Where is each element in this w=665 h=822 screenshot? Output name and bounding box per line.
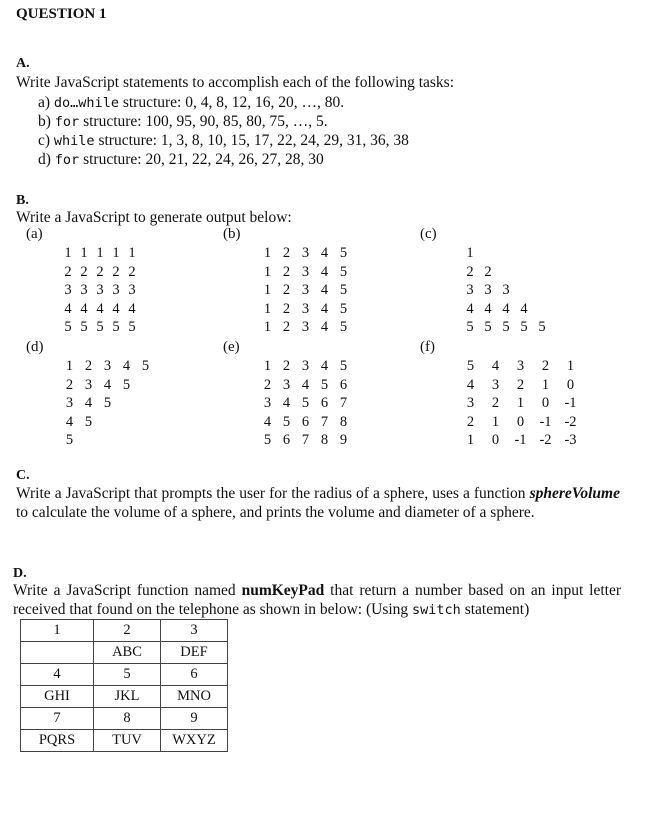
pattern-cell: 1 <box>566 358 575 374</box>
pattern-cell: 8 <box>339 413 348 430</box>
pattern-cell: 7 <box>320 413 329 430</box>
pattern-cell: 4 <box>103 376 112 393</box>
pattern-cell: 5 <box>538 319 546 335</box>
pattern-cell: 5 <box>484 319 492 335</box>
pattern-row <box>458 358 583 377</box>
pattern-cell: 1 <box>128 245 136 261</box>
pattern-cell: 1 <box>541 376 550 393</box>
pattern-cell: 4 <box>128 300 136 317</box>
pattern-cell: 5 <box>339 300 348 317</box>
section-d-heading: D. <box>13 566 27 581</box>
pattern-cell: 5 <box>466 319 474 335</box>
section-c-text: Write a JavaScript that prompts the user for the radius of a sphere, uses a function sphereVolume to calculate the volume of a sphere, and prints the volume and diameter of a sphere. <box>16 485 620 521</box>
pattern-cell: 0 <box>491 432 500 448</box>
pattern-cell: 3 <box>96 282 104 298</box>
pattern-cell: 5 <box>263 432 272 448</box>
pattern-cell: 2 <box>64 263 72 280</box>
pattern-cell: 3 <box>301 282 310 298</box>
pattern-cell: 4 <box>65 413 74 430</box>
keypad-cell: 5 <box>94 664 161 686</box>
pattern-cell: 0 <box>566 376 575 393</box>
pattern-cell: 1 <box>263 263 272 280</box>
keypad-cell: 1 <box>21 620 94 642</box>
keypad-cell: 3 <box>161 620 228 642</box>
pattern-cell: 5 <box>339 245 348 261</box>
pattern-cell: 3 <box>301 263 310 280</box>
pattern-cell: 3 <box>84 376 93 393</box>
pattern-row <box>461 282 551 301</box>
section-a-heading: A. <box>16 56 30 71</box>
pattern-cell: 1 <box>263 245 272 261</box>
pattern-cell: 2 <box>282 263 291 280</box>
pattern-cell: 4 <box>466 376 475 393</box>
pattern-cell: 2 <box>282 282 291 298</box>
pattern-cell: 2 <box>263 376 272 393</box>
pattern-cell: 5 <box>128 319 136 335</box>
pattern-cell: 0 <box>516 413 525 430</box>
pattern-cell: 4 <box>320 263 329 280</box>
keypad-cell: 2 <box>94 620 161 642</box>
pattern-cell: 6 <box>301 413 310 430</box>
pattern-row <box>458 377 583 396</box>
pattern-cell: 3 <box>80 282 88 298</box>
pattern-cell: 1 <box>466 245 474 261</box>
pattern-row <box>258 319 353 338</box>
pattern-cell: -2 <box>539 432 552 448</box>
pattern-c-output <box>461 245 551 338</box>
pattern-row <box>60 432 155 451</box>
pattern-row <box>258 395 353 414</box>
pattern-cell: -3 <box>564 432 577 448</box>
pattern-cell: 5 <box>339 358 348 374</box>
keypad-cell: WXYZ <box>161 730 228 752</box>
pattern-cell: 3 <box>484 282 492 298</box>
pattern-cell: 5 <box>339 319 348 335</box>
pattern-cell: 6 <box>339 376 348 393</box>
pattern-row <box>461 319 551 338</box>
pattern-cell: 2 <box>84 358 93 374</box>
pattern-row <box>258 245 353 264</box>
pattern-cell: 2 <box>128 263 136 280</box>
keypad-row <box>21 642 228 664</box>
pattern-cell: 2 <box>282 300 291 317</box>
pattern-cell: 3 <box>103 358 112 374</box>
keypad-cell: GHI <box>21 686 94 708</box>
pattern-cell: 2 <box>466 413 475 430</box>
pattern-cell: 3 <box>65 395 74 411</box>
pattern-b-label: (b) <box>223 226 241 242</box>
pattern-cell: 1 <box>263 282 272 298</box>
pattern-b-output <box>258 245 353 338</box>
pattern-cell: 1 <box>64 245 72 261</box>
pattern-cell: -1 <box>539 413 552 430</box>
pattern-cell: 5 <box>502 319 510 335</box>
task-a: a) do…while structure: 0, 4, 8, 12, 16, 20, …, 80. <box>38 94 345 111</box>
pattern-cell: 5 <box>282 413 291 430</box>
pattern-cell: 1 <box>80 245 88 261</box>
section-d-text: Write a JavaScript function named numKeyPad that return a number based on an input letter received that found on the telephone as shown in below: (Using switch statement) <box>13 582 622 618</box>
telephone-keypad-table <box>20 619 228 752</box>
task-d: d) for structure: 20, 21, 22, 24, 26, 27, 28, 30 <box>38 151 324 168</box>
pattern-cell: 1 <box>96 245 104 261</box>
pattern-cell: 5 <box>339 282 348 298</box>
pattern-cell: 5 <box>122 376 131 393</box>
keypad-cell: DEF <box>161 642 228 664</box>
pattern-row <box>458 395 583 414</box>
pattern-row <box>258 432 353 451</box>
pattern-row <box>60 358 155 377</box>
pattern-cell: 2 <box>96 263 104 280</box>
pattern-cell: 3 <box>301 358 310 374</box>
keypad-cell: MNO <box>161 686 228 708</box>
pattern-c-label: (c) <box>420 226 437 242</box>
pattern-cell: -1 <box>514 432 527 448</box>
pattern-cell: 5 <box>320 376 329 393</box>
pattern-cell: 1 <box>263 300 272 317</box>
pattern-cell: 5 <box>84 413 93 430</box>
keypad-cell: 9 <box>161 708 228 730</box>
pattern-cell: 5 <box>301 395 310 411</box>
pattern-cell: 7 <box>339 395 348 411</box>
pattern-cell: 4 <box>301 376 310 393</box>
pattern-cell: 4 <box>484 300 492 317</box>
pattern-cell: 2 <box>282 245 291 261</box>
pattern-row <box>458 414 583 433</box>
pattern-row <box>258 264 353 283</box>
pattern-cell: 2 <box>282 319 291 335</box>
pattern-e-label: (e) <box>223 339 240 355</box>
pattern-cell: 1 <box>65 358 74 374</box>
pattern-d-output <box>60 358 155 451</box>
pattern-cell: 3 <box>516 358 525 374</box>
pattern-cell: 5 <box>65 432 74 448</box>
pattern-cell: 6 <box>282 432 291 448</box>
pattern-cell: 4 <box>112 300 120 317</box>
pattern-cell: 4 <box>320 245 329 261</box>
pattern-row <box>461 301 551 320</box>
pattern-row <box>258 282 353 301</box>
pattern-row <box>60 282 140 301</box>
pattern-cell: 2 <box>484 263 492 280</box>
pattern-a-output <box>60 245 140 338</box>
pattern-cell: 4 <box>320 300 329 317</box>
pattern-cell: 5 <box>112 319 120 335</box>
pattern-f-output <box>458 358 583 451</box>
pattern-row <box>461 245 551 264</box>
keypad-cell: 6 <box>161 664 228 686</box>
pattern-cell: 3 <box>301 300 310 317</box>
pattern-cell: 3 <box>491 376 500 393</box>
pattern-row <box>60 301 140 320</box>
keypad-row <box>21 708 228 730</box>
pattern-cell: 4 <box>466 300 474 317</box>
pattern-cell: 2 <box>541 358 550 374</box>
pattern-row <box>60 377 155 396</box>
pattern-cell: 3 <box>502 282 510 298</box>
section-c-heading: C. <box>16 468 30 483</box>
keypad-cell: 7 <box>21 708 94 730</box>
keypad-row <box>21 686 228 708</box>
pattern-cell: 8 <box>320 432 329 448</box>
pattern-cell: 5 <box>339 263 348 280</box>
pattern-cell: 5 <box>96 319 104 335</box>
task-b: b) for structure: 100, 95, 90, 85, 80, 75, …, 5. <box>38 113 328 130</box>
pattern-cell: 3 <box>64 282 72 298</box>
pattern-cell: 4 <box>84 395 93 411</box>
pattern-cell: 4 <box>263 413 272 430</box>
section-b-heading: B. <box>16 193 29 208</box>
pattern-cell: 2 <box>80 263 88 280</box>
pattern-cell: 5 <box>80 319 88 335</box>
pattern-cell: 3 <box>466 395 475 411</box>
pattern-cell: 5 <box>103 395 112 411</box>
pattern-cell: 6 <box>320 395 329 411</box>
pattern-cell: 2 <box>112 263 120 280</box>
pattern-cell: 3 <box>282 376 291 393</box>
pattern-cell: 3 <box>263 395 272 411</box>
pattern-cell: 4 <box>320 282 329 298</box>
pattern-row <box>458 432 583 451</box>
pattern-cell: 3 <box>112 282 120 298</box>
keypad-cell: 8 <box>94 708 161 730</box>
pattern-cell: -1 <box>564 395 577 411</box>
pattern-row <box>60 264 140 283</box>
pattern-row <box>60 319 140 338</box>
pattern-d-label: (d) <box>26 339 44 355</box>
keypad-cell: ABC <box>94 642 161 664</box>
pattern-cell: 7 <box>301 432 310 448</box>
pattern-cell: 5 <box>466 358 475 374</box>
pattern-cell: 9 <box>339 432 348 448</box>
pattern-cell: 3 <box>466 282 474 298</box>
pattern-cell: 2 <box>282 358 291 374</box>
pattern-cell: 1 <box>112 245 120 261</box>
section-b-intro: Write a JavaScript to generate output below: <box>16 209 292 226</box>
pattern-row <box>461 264 551 283</box>
section-a-intro: Write JavaScript statements to accomplish each of the following tasks: <box>16 74 454 91</box>
pattern-cell: 4 <box>491 358 500 374</box>
pattern-cell: 4 <box>96 300 104 317</box>
keypad-row <box>21 620 228 642</box>
pattern-row <box>60 245 140 264</box>
pattern-cell: 1 <box>263 358 272 374</box>
pattern-cell: 3 <box>301 245 310 261</box>
task-c: c) while structure: 1, 3, 8, 10, 15, 17, 22, 24, 29, 31, 36, 38 <box>38 132 409 149</box>
pattern-cell: 4 <box>320 358 329 374</box>
pattern-cell: 1 <box>516 395 525 411</box>
keypad-cell: 4 <box>21 664 94 686</box>
pattern-e-output <box>258 358 353 451</box>
pattern-cell: 0 <box>541 395 550 411</box>
pattern-f-label: (f) <box>420 339 435 355</box>
pattern-cell: 4 <box>64 300 72 317</box>
keypad-cell <box>21 642 94 664</box>
keypad-cell: TUV <box>94 730 161 752</box>
pattern-cell: 4 <box>80 300 88 317</box>
pattern-cell: 1 <box>466 432 475 448</box>
pattern-cell: 2 <box>466 263 474 280</box>
pattern-cell: 4 <box>320 319 329 335</box>
keypad-cell: JKL <box>94 686 161 708</box>
pattern-cell: 3 <box>301 319 310 335</box>
sphere-volume-function: sphereVolume <box>529 485 620 502</box>
pattern-cell: 2 <box>65 376 74 393</box>
pattern-a-label: (a) <box>26 226 43 242</box>
keypad-row <box>21 730 228 752</box>
pattern-cell: 4 <box>520 300 528 317</box>
pattern-cell: 5 <box>141 358 150 374</box>
pattern-cell: -2 <box>564 413 577 430</box>
keypad-cell: PQRS <box>21 730 94 752</box>
pattern-row <box>258 414 353 433</box>
pattern-row <box>258 301 353 320</box>
pattern-row <box>258 358 353 377</box>
keypad-row <box>21 664 228 686</box>
pattern-cell: 3 <box>128 282 136 298</box>
pattern-cell: 5 <box>64 319 72 335</box>
pattern-cell: 4 <box>502 300 510 317</box>
numkeypad-function: numKeyPad <box>241 582 325 599</box>
pattern-cell: 4 <box>282 395 291 411</box>
pattern-row <box>60 395 155 414</box>
pattern-cell: 1 <box>491 413 500 430</box>
question-title: QUESTION 1 <box>16 6 107 22</box>
pattern-cell: 4 <box>122 358 131 374</box>
pattern-cell: 1 <box>263 319 272 335</box>
pattern-cell: 2 <box>516 376 525 393</box>
pattern-row <box>60 414 155 433</box>
pattern-cell: 5 <box>520 319 528 335</box>
pattern-cell: 2 <box>491 395 500 411</box>
pattern-row <box>258 377 353 396</box>
